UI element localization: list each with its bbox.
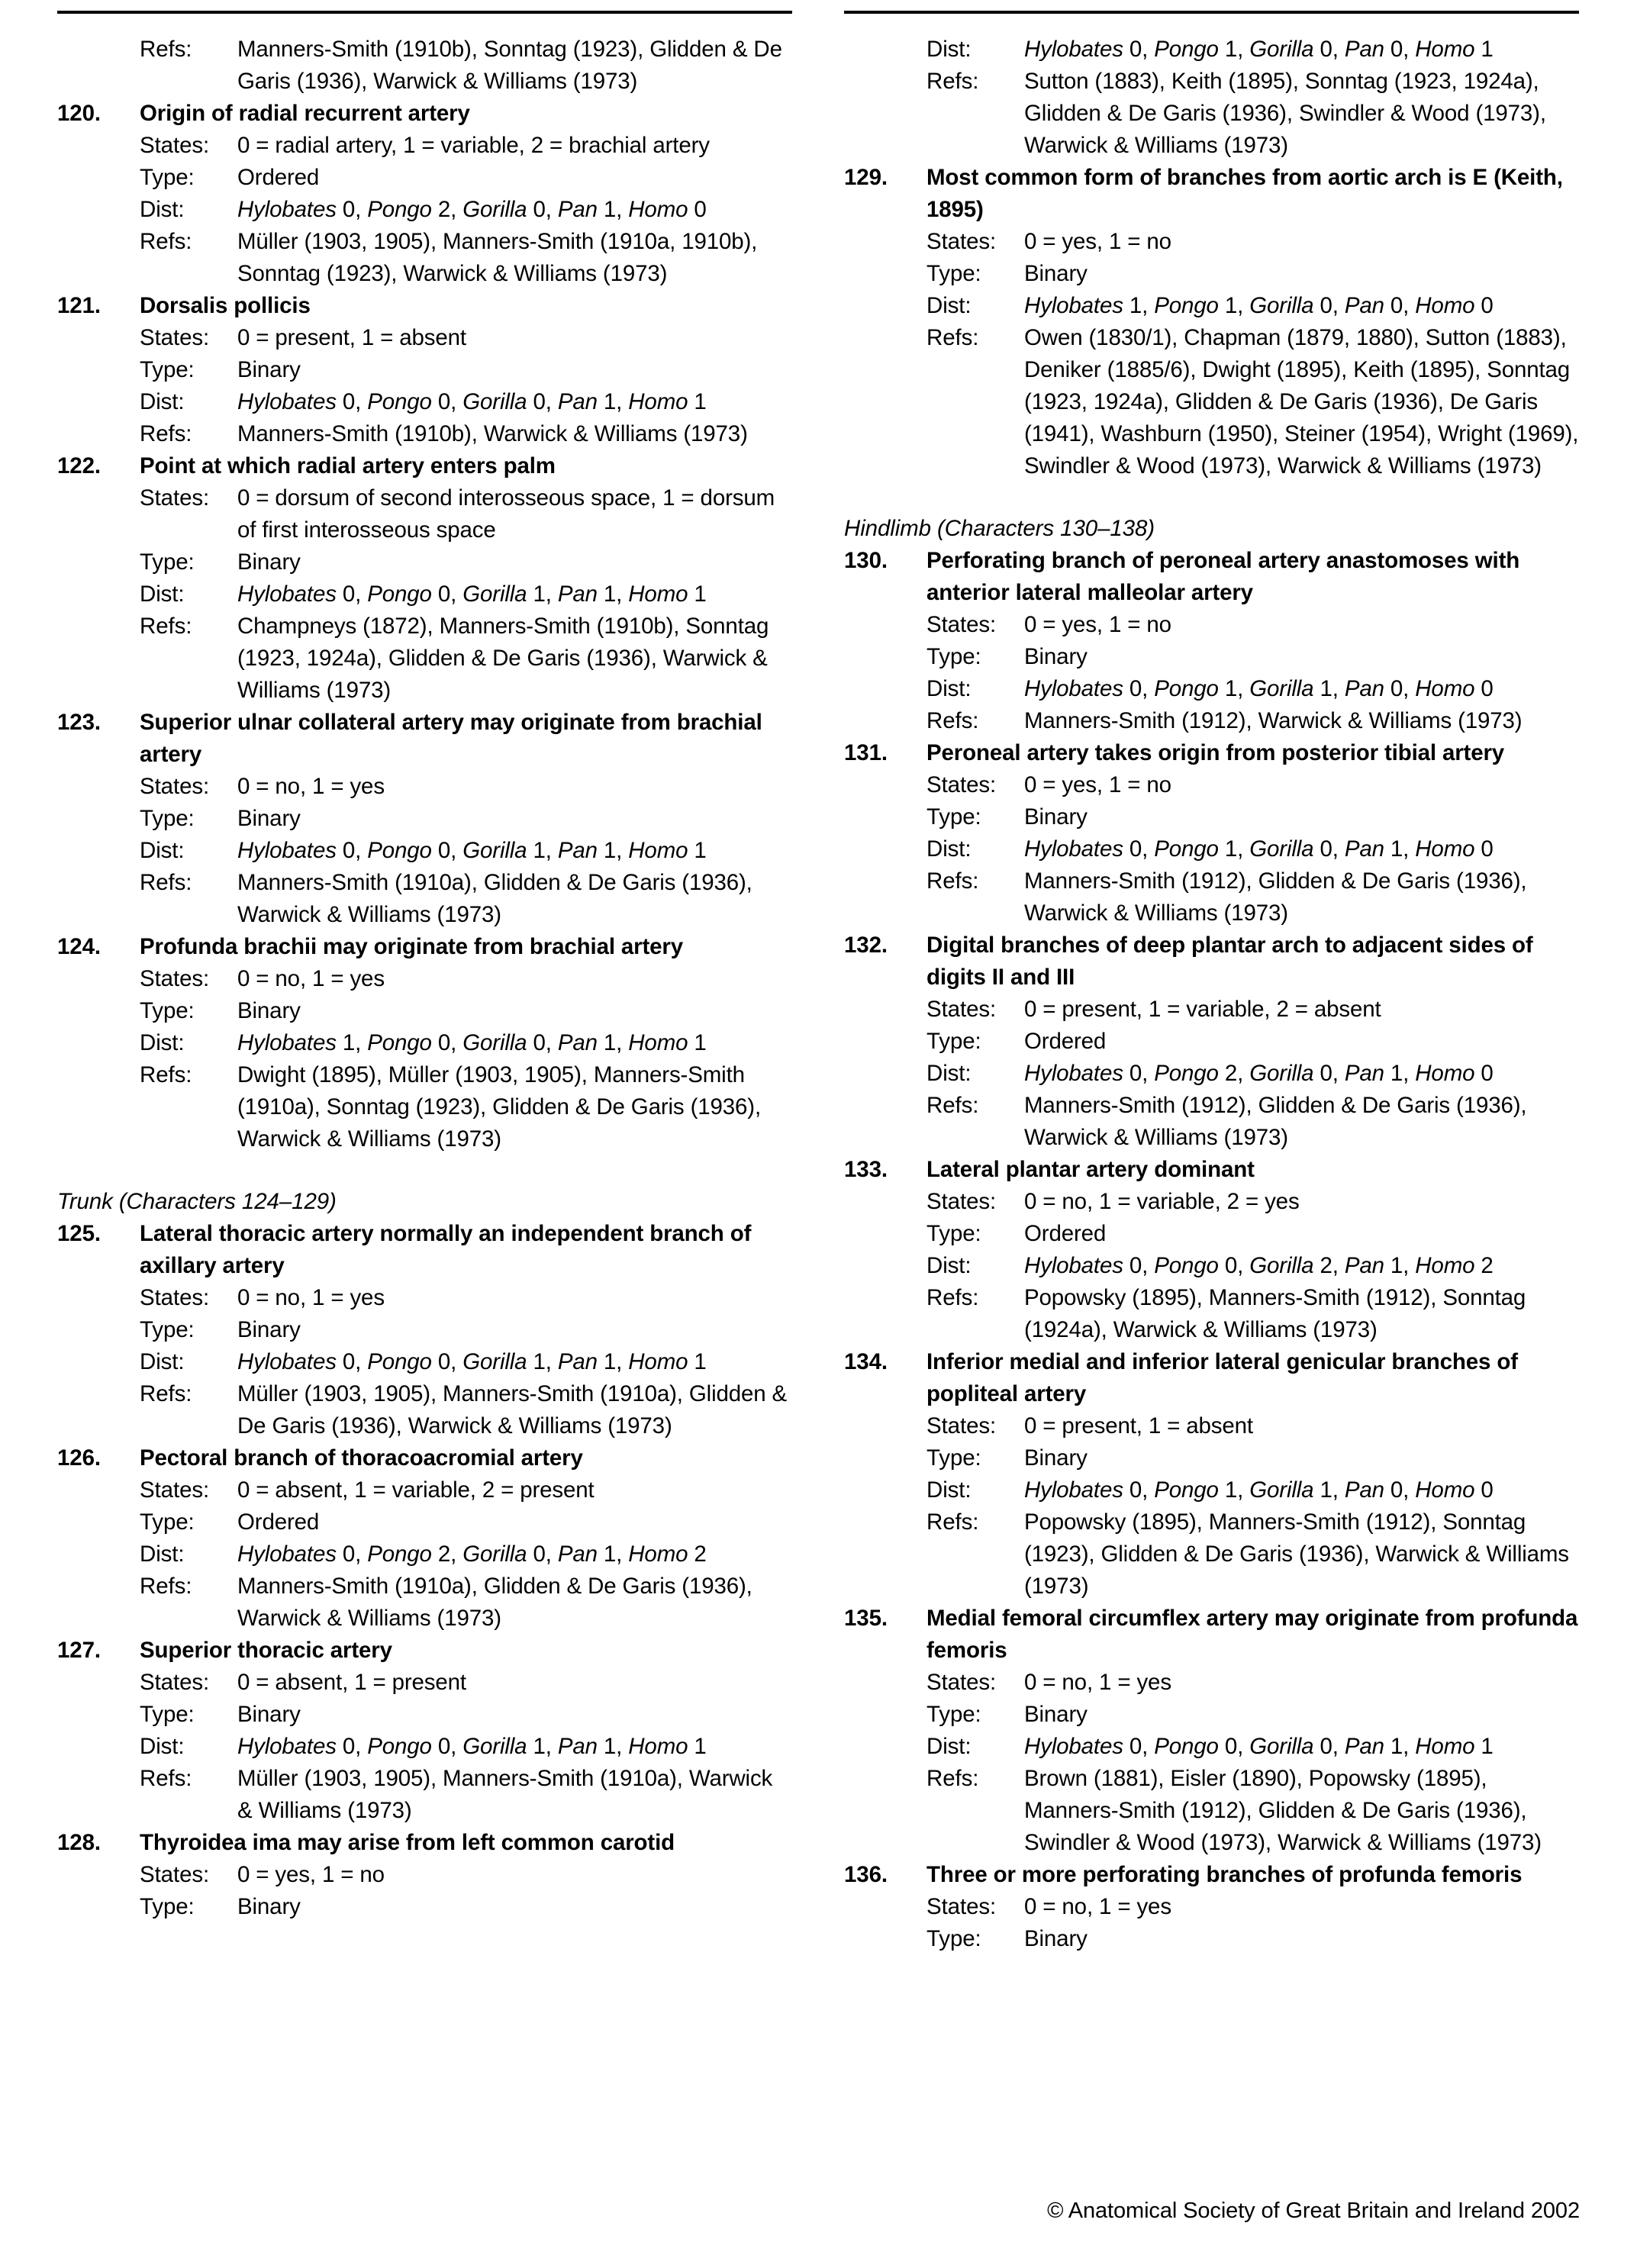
character-field-type	[57, 162, 792, 194]
field-label-type: Type:	[926, 261, 981, 286]
character-title: Medial femoral circumflex artery may originate from profunda femoris	[926, 1606, 1578, 1663]
character-number: 126.	[57, 1445, 102, 1471]
character-field-dist	[57, 194, 792, 226]
field-value-states: 0 = present, 1 = absent	[237, 325, 466, 350]
field-label-dist: Dist:	[140, 1349, 185, 1374]
field-label-type: Type:	[140, 806, 195, 831]
character-title: Point at which radial artery enters palm	[140, 453, 556, 478]
character-entry	[57, 1442, 792, 1474]
character-entry	[57, 98, 792, 130]
character-number: 135.	[844, 1606, 888, 1631]
field-label-states: States:	[140, 1477, 210, 1503]
character-field-refs	[844, 66, 1579, 162]
character-field-type	[57, 1891, 792, 1923]
field-value-dist: Hylobates 0, Pongo 0, Gorilla 0, Pan 1, Homo 1	[237, 389, 707, 414]
character-title: Lateral thoracic artery normally an independent branch of axillary artery	[140, 1221, 752, 1278]
field-label-states: States:	[140, 485, 210, 511]
character-field-states	[57, 130, 792, 162]
field-label-states: States:	[926, 997, 997, 1022]
field-label-refs: Refs:	[140, 614, 192, 639]
character-field-states	[844, 226, 1579, 258]
character-entry	[844, 1154, 1579, 1186]
character-field-refs	[844, 1090, 1579, 1154]
character-number: 121.	[57, 293, 102, 318]
field-value-states: 0 = yes, 1 = no	[1024, 612, 1171, 637]
field-label-refs: Refs:	[140, 1766, 192, 1791]
character-field-refs	[844, 322, 1579, 482]
field-value-refs: Müller (1903, 1905), Manners-Smith (1910a, 1910b), Sonntag (1923), Warwick & Williams (1973)	[237, 229, 758, 286]
character-number: 120.	[57, 101, 102, 126]
field-value-dist: Hylobates 0, Pongo 1, Gorilla 1, Pan 0, Homo 0	[1024, 676, 1494, 701]
field-label-refs: Refs:	[926, 1766, 979, 1791]
field-value-dist: Hylobates 0, Pongo 0, Gorilla 1, Pan 1, Homo 1	[237, 1349, 707, 1374]
field-value-states: 0 = no, 1 = yes	[237, 1285, 385, 1310]
character-number: 124.	[57, 934, 102, 959]
character-field-states	[844, 994, 1579, 1026]
field-value-dist: Hylobates 1, Pongo 1, Gorilla 0, Pan 0, Homo 0	[1024, 293, 1494, 318]
field-value-dist: Hylobates 1, Pongo 0, Gorilla 0, Pan 1, Homo 1	[237, 1030, 707, 1055]
character-field-dist	[844, 833, 1579, 865]
right-column	[844, 0, 1579, 1955]
field-value-refs: Owen (1830/1), Chapman (1879, 1880), Sutton (1883), Deniker (1885/6), Dwight (1895), Keith (1895), Sonntag (1923, 1924a), Glidden & De Garis (1936), De Garis (1941), Washburn (1950), Steiner (1954), Wright (1969), Swindler & Wood (1973), Warwick & Williams (1973)	[1024, 325, 1579, 478]
field-value-states: 0 = no, 1 = yes	[237, 774, 385, 799]
character-entry	[844, 1859, 1579, 1891]
field-value-dist: Hylobates 0, Pongo 1, Gorilla 1, Pan 0, Homo 0	[1024, 1477, 1494, 1503]
field-label-refs: Refs:	[926, 325, 979, 350]
field-value-refs: Müller (1903, 1905), Manners-Smith (1910a), Glidden & De Garis (1936), Warwick & Williams (1973)	[237, 1381, 788, 1438]
field-value-states: 0 = no, 1 = variable, 2 = yes	[1024, 1189, 1300, 1214]
character-field-type	[844, 1923, 1579, 1955]
field-label-type: Type:	[140, 357, 195, 382]
field-label-states: States:	[926, 612, 997, 637]
character-field-dist	[844, 673, 1579, 705]
character-title: Thyroidea ima may arise from left common carotid	[140, 1830, 675, 1855]
character-entry	[844, 929, 1579, 994]
field-label-states: States:	[926, 229, 997, 254]
field-value-refs: Manners-Smith (1912), Glidden & De Garis (1936), Warwick & Williams (1973)	[1024, 868, 1527, 926]
field-value-states: 0 = absent, 1 = variable, 2 = present	[237, 1477, 595, 1503]
field-label-dist: Dist:	[140, 197, 185, 222]
character-field-dist	[844, 1250, 1579, 1282]
field-label-type: Type:	[140, 998, 195, 1023]
character-field-dist	[57, 1731, 792, 1763]
character-number: 127.	[57, 1638, 102, 1663]
field-value-states: 0 = no, 1 = yes	[1024, 1894, 1171, 1919]
character-title: Inferior medial and inferior lateral genicular branches of popliteal artery	[926, 1349, 1518, 1406]
character-number: 123.	[57, 710, 102, 735]
field-label-dist: Dist:	[926, 37, 972, 62]
field-label-dist: Dist:	[926, 1253, 972, 1278]
field-label-refs: Refs:	[140, 870, 192, 895]
character-number: 136.	[844, 1862, 888, 1887]
field-value-type: Binary	[1024, 804, 1088, 830]
field-value-dist: Hylobates 0, Pongo 0, Gorilla 1, Pan 1, Homo 1	[237, 1734, 707, 1759]
character-field-dist	[844, 1474, 1579, 1506]
character-number: 132.	[844, 933, 888, 958]
field-value-states: 0 = no, 1 = yes	[1024, 1670, 1171, 1695]
field-value-refs: Manners-Smith (1910a), Glidden & De Garis (1936), Warwick & Williams (1973)	[237, 1574, 752, 1631]
field-value-type: Binary	[237, 1317, 301, 1342]
character-field-refs	[57, 867, 792, 931]
character-field-states	[844, 1410, 1579, 1442]
character-number: 129.	[844, 165, 888, 190]
field-value-states: 0 = present, 1 = variable, 2 = absent	[1024, 997, 1381, 1022]
field-label-dist: Dist:	[140, 581, 185, 607]
character-field-dist	[844, 290, 1579, 322]
field-label-refs: Refs:	[140, 1062, 192, 1087]
character-title: Digital branches of deep plantar arch to adjacent sides of digits II and III	[926, 933, 1533, 990]
character-field-refs	[57, 226, 792, 290]
character-title: Three or more perforating branches of profunda femoris	[926, 1862, 1523, 1887]
character-field-states	[57, 1474, 792, 1506]
character-field-refs	[844, 1763, 1579, 1859]
character-field-dist	[57, 578, 792, 610]
column-top-rule	[844, 11, 1579, 14]
page-footer-copyright: © Anatomical Society of Great Britain and Ireland 2002	[1047, 2199, 1580, 2223]
field-label-type: Type:	[926, 1702, 981, 1727]
character-number: 131.	[844, 740, 888, 765]
character-field-type	[57, 803, 792, 835]
field-label-type: Type:	[140, 549, 195, 575]
field-label-refs: Refs:	[140, 37, 192, 62]
character-field-type	[57, 354, 792, 386]
character-field-states	[57, 322, 792, 354]
character-title: Peroneal artery takes origin from posterior tibial artery	[926, 740, 1505, 765]
character-field-type	[844, 1026, 1579, 1058]
field-value-type: Binary	[237, 806, 301, 831]
section-heading-trunk: Trunk (Characters 124–129)	[57, 1189, 337, 1214]
character-field-states	[844, 769, 1579, 801]
character-field-refs	[57, 34, 792, 98]
left-column	[57, 0, 792, 1955]
field-value-dist: Hylobates 0, Pongo 0, Gorilla 0, Pan 1, Homo 1	[1024, 1734, 1494, 1759]
character-entry	[57, 707, 792, 771]
field-value-dist: Hylobates 0, Pongo 1, Gorilla 0, Pan 1, Homo 0	[1024, 836, 1494, 862]
field-label-dist: Dist:	[926, 293, 972, 318]
character-field-dist	[57, 386, 792, 418]
field-value-type: Ordered	[1024, 1029, 1107, 1054]
character-entry	[844, 1346, 1579, 1410]
character-field-refs	[57, 418, 792, 450]
character-field-type	[57, 546, 792, 578]
field-label-refs: Refs:	[926, 1093, 979, 1118]
field-value-type: Binary	[237, 549, 301, 575]
field-label-states: States:	[140, 966, 210, 991]
field-label-refs: Refs:	[140, 1381, 192, 1406]
character-title: Profunda brachii may originate from brachial artery	[140, 934, 684, 959]
field-label-dist: Dist:	[926, 676, 972, 701]
character-field-refs	[57, 1378, 792, 1442]
field-label-dist: Dist:	[926, 1734, 972, 1759]
character-field-type	[844, 801, 1579, 833]
field-label-type: Type:	[140, 1317, 195, 1342]
character-field-refs	[57, 610, 792, 707]
field-label-type: Type:	[926, 1926, 981, 1951]
field-value-refs: Brown (1881), Eisler (1890), Popowsky (1895), Manners-Smith (1912), Glidden & De Garis (1936), Swindler & Wood (1973), Warwick & Williams (1973)	[1024, 1766, 1542, 1855]
character-field-type	[844, 641, 1579, 673]
field-value-dist: Hylobates 0, Pongo 1, Gorilla 0, Pan 0, Homo 1	[1024, 37, 1494, 62]
character-entry	[57, 1827, 792, 1859]
field-label-states: States:	[926, 1894, 997, 1919]
character-field-dist	[57, 1346, 792, 1378]
character-field-states	[57, 1667, 792, 1699]
field-label-states: States:	[926, 1413, 997, 1438]
character-field-refs	[57, 1059, 792, 1155]
character-field-states	[57, 771, 792, 803]
field-value-dist: Hylobates 0, Pongo 0, Gorilla 2, Pan 1, Homo 2	[1024, 1253, 1494, 1278]
character-title: Superior thoracic artery	[140, 1638, 392, 1663]
field-label-type: Type:	[926, 1029, 981, 1054]
field-value-type: Binary	[1024, 1702, 1088, 1727]
field-label-refs: Refs:	[140, 229, 192, 254]
field-value-states: 0 = absent, 1 = present	[237, 1670, 466, 1695]
field-value-states: 0 = yes, 1 = no	[1024, 772, 1171, 797]
character-field-states	[844, 1667, 1579, 1699]
section-heading-hindlimb: Hindlimb (Characters 130–138)	[844, 516, 1155, 541]
character-field-dist	[844, 1058, 1579, 1090]
character-number: 133.	[844, 1157, 888, 1182]
field-value-type: Binary	[1024, 1445, 1088, 1471]
field-label-type: Type:	[926, 1221, 981, 1246]
field-value-type: Binary	[237, 1894, 301, 1919]
character-title: Origin of radial recurrent artery	[140, 101, 470, 126]
field-value-type: Ordered	[237, 1509, 320, 1535]
character-entry	[57, 931, 792, 963]
character-field-type	[57, 1314, 792, 1346]
character-field-states	[844, 1186, 1579, 1218]
character-field-type	[844, 1442, 1579, 1474]
character-field-refs	[844, 1506, 1579, 1603]
field-label-refs: Refs:	[140, 421, 192, 446]
field-value-refs: Manners-Smith (1910a), Glidden & De Garis (1936), Warwick & Williams (1973)	[237, 870, 752, 927]
character-number: 128.	[57, 1830, 102, 1855]
field-label-type: Type:	[140, 165, 195, 190]
field-value-states: 0 = present, 1 = absent	[1024, 1413, 1253, 1438]
field-label-dist: Dist:	[140, 1542, 185, 1567]
character-field-states	[57, 963, 792, 995]
field-label-dist: Dist:	[140, 389, 185, 414]
field-value-dist: Hylobates 0, Pongo 2, Gorilla 0, Pan 1, Homo 0	[1024, 1061, 1494, 1086]
field-value-states: 0 = yes, 1 = no	[1024, 229, 1171, 254]
character-field-states	[57, 482, 792, 546]
field-label-dist: Dist:	[926, 1477, 972, 1503]
character-entry	[57, 1218, 792, 1282]
field-label-dist: Dist:	[926, 1061, 972, 1086]
character-field-dist	[844, 34, 1579, 66]
character-field-type	[844, 1699, 1579, 1731]
character-field-states	[57, 1282, 792, 1314]
field-label-type: Type:	[926, 1445, 981, 1471]
character-entry	[57, 290, 792, 322]
field-value-refs: Manners-Smith (1910b), Sonntag (1923), Glidden & De Garis (1936), Warwick & Williams (1973)	[237, 37, 782, 94]
field-label-refs: Refs:	[926, 1509, 979, 1535]
field-value-refs: Popowsky (1895), Manners-Smith (1912), Sonntag (1924a), Warwick & Williams (1973)	[1024, 1285, 1526, 1342]
field-value-states: 0 = no, 1 = yes	[237, 966, 385, 991]
field-value-type: Binary	[237, 1702, 301, 1727]
field-label-states: States:	[140, 325, 210, 350]
character-field-type	[844, 258, 1579, 290]
character-field-refs	[57, 1571, 792, 1635]
field-label-dist: Dist:	[140, 838, 185, 863]
field-label-type: Type:	[926, 644, 981, 669]
character-field-dist	[844, 1731, 1579, 1763]
field-label-states: States:	[140, 1285, 210, 1310]
field-label-states: States:	[926, 1189, 997, 1214]
field-label-type: Type:	[140, 1702, 195, 1727]
character-entry	[844, 545, 1579, 609]
field-value-type: Ordered	[237, 165, 320, 190]
field-value-type: Binary	[1024, 1926, 1088, 1951]
field-label-dist: Dist:	[140, 1734, 185, 1759]
field-label-states: States:	[140, 774, 210, 799]
field-label-type: Type:	[140, 1894, 195, 1919]
character-field-dist	[57, 1538, 792, 1571]
field-value-type: Ordered	[1024, 1221, 1107, 1246]
character-field-refs	[57, 1763, 792, 1827]
field-label-states: States:	[140, 1862, 210, 1887]
field-label-refs: Refs:	[926, 708, 979, 733]
character-field-refs	[844, 705, 1579, 737]
field-value-dist: Hylobates 0, Pongo 0, Gorilla 1, Pan 1, Homo 1	[237, 838, 707, 863]
field-value-refs: Popowsky (1895), Manners-Smith (1912), Sonntag (1923), Glidden & De Garis (1936), Warwick & Williams (1973)	[1024, 1509, 1569, 1599]
field-label-type: Type:	[140, 1509, 195, 1535]
field-value-refs: Sutton (1883), Keith (1895), Sonntag (1923, 1924a), Glidden & De Garis (1936), Swindler & Wood (1973), Warwick & Williams (1973)	[1024, 69, 1546, 158]
character-title: Lateral plantar artery dominant	[926, 1157, 1255, 1182]
field-label-states: States:	[926, 772, 997, 797]
character-number: 125.	[57, 1221, 102, 1246]
field-label-states: States:	[140, 1670, 210, 1695]
field-label-dist: Dist:	[140, 1030, 185, 1055]
field-value-states: 0 = yes, 1 = no	[237, 1862, 385, 1887]
field-label-states: States:	[140, 133, 210, 158]
character-field-type	[57, 995, 792, 1027]
field-value-refs: Champneys (1872), Manners-Smith (1910b), Sonntag (1923, 1924a), Glidden & De Garis (1936), Warwick & Williams (1973)	[237, 614, 769, 703]
character-field-dist	[57, 835, 792, 867]
field-value-dist: Hylobates 0, Pongo 2, Gorilla 0, Pan 1, Homo 0	[237, 197, 707, 222]
field-value-refs: Manners-Smith (1910b), Warwick & Williams (1973)	[237, 421, 748, 446]
field-label-refs: Refs:	[926, 69, 979, 94]
character-field-states	[844, 609, 1579, 641]
field-label-states: States:	[926, 1670, 997, 1695]
character-field-states	[57, 1859, 792, 1891]
field-value-states: 0 = dorsum of second interosseous space, 1 = dorsum of first interosseous space	[237, 485, 775, 543]
character-number: 134.	[844, 1349, 888, 1374]
character-field-type	[844, 1218, 1579, 1250]
character-field-type	[57, 1699, 792, 1731]
character-entry	[57, 1635, 792, 1667]
character-number: 130.	[844, 548, 888, 573]
field-label-refs: Refs:	[140, 1574, 192, 1599]
character-number: 122.	[57, 453, 102, 478]
field-label-refs: Refs:	[926, 868, 979, 894]
character-field-states	[844, 1891, 1579, 1923]
character-entry	[844, 162, 1579, 226]
field-label-type: Type:	[926, 804, 981, 830]
character-title: Superior ulnar collateral artery may originate from brachial artery	[140, 710, 762, 767]
character-title: Dorsalis pollicis	[140, 293, 311, 318]
character-entry	[57, 450, 792, 482]
character-field-type	[57, 1506, 792, 1538]
field-value-refs: Manners-Smith (1912), Glidden & De Garis (1936), Warwick & Williams (1973)	[1024, 1093, 1527, 1150]
character-field-refs	[844, 865, 1579, 929]
field-label-refs: Refs:	[926, 1285, 979, 1310]
field-value-refs: Müller (1903, 1905), Manners-Smith (1910a), Warwick & Williams (1973)	[237, 1766, 773, 1823]
field-label-dist: Dist:	[926, 836, 972, 862]
field-value-refs: Dwight (1895), Müller (1903, 1905), Manners-Smith (1910a), Sonntag (1923), Glidden & De Garis (1936), Warwick & Williams (1973)	[237, 1062, 761, 1152]
column-top-rule	[57, 11, 792, 14]
character-field-dist	[57, 1027, 792, 1059]
field-value-type: Binary	[1024, 261, 1088, 286]
character-title: Pectoral branch of thoracoacromial artery	[140, 1445, 583, 1471]
character-title: Most common form of branches from aortic arch is E (Keith, 1895)	[926, 165, 1563, 222]
character-title: Perforating branch of peroneal artery anastomoses with anterior lateral malleolar artery	[926, 548, 1520, 605]
field-value-type: Binary	[1024, 644, 1088, 669]
field-value-dist: Hylobates 0, Pongo 2, Gorilla 0, Pan 1, Homo 2	[237, 1542, 707, 1567]
character-field-refs	[844, 1282, 1579, 1346]
character-entry	[844, 1603, 1579, 1667]
field-value-dist: Hylobates 0, Pongo 0, Gorilla 1, Pan 1, Homo 1	[237, 581, 707, 607]
field-value-states: 0 = radial artery, 1 = variable, 2 = brachial artery	[237, 133, 710, 158]
field-value-refs: Manners-Smith (1912), Warwick & Williams (1973)	[1024, 708, 1523, 733]
character-entry	[844, 737, 1579, 769]
field-value-type: Binary	[237, 357, 301, 382]
field-value-type: Binary	[237, 998, 301, 1023]
